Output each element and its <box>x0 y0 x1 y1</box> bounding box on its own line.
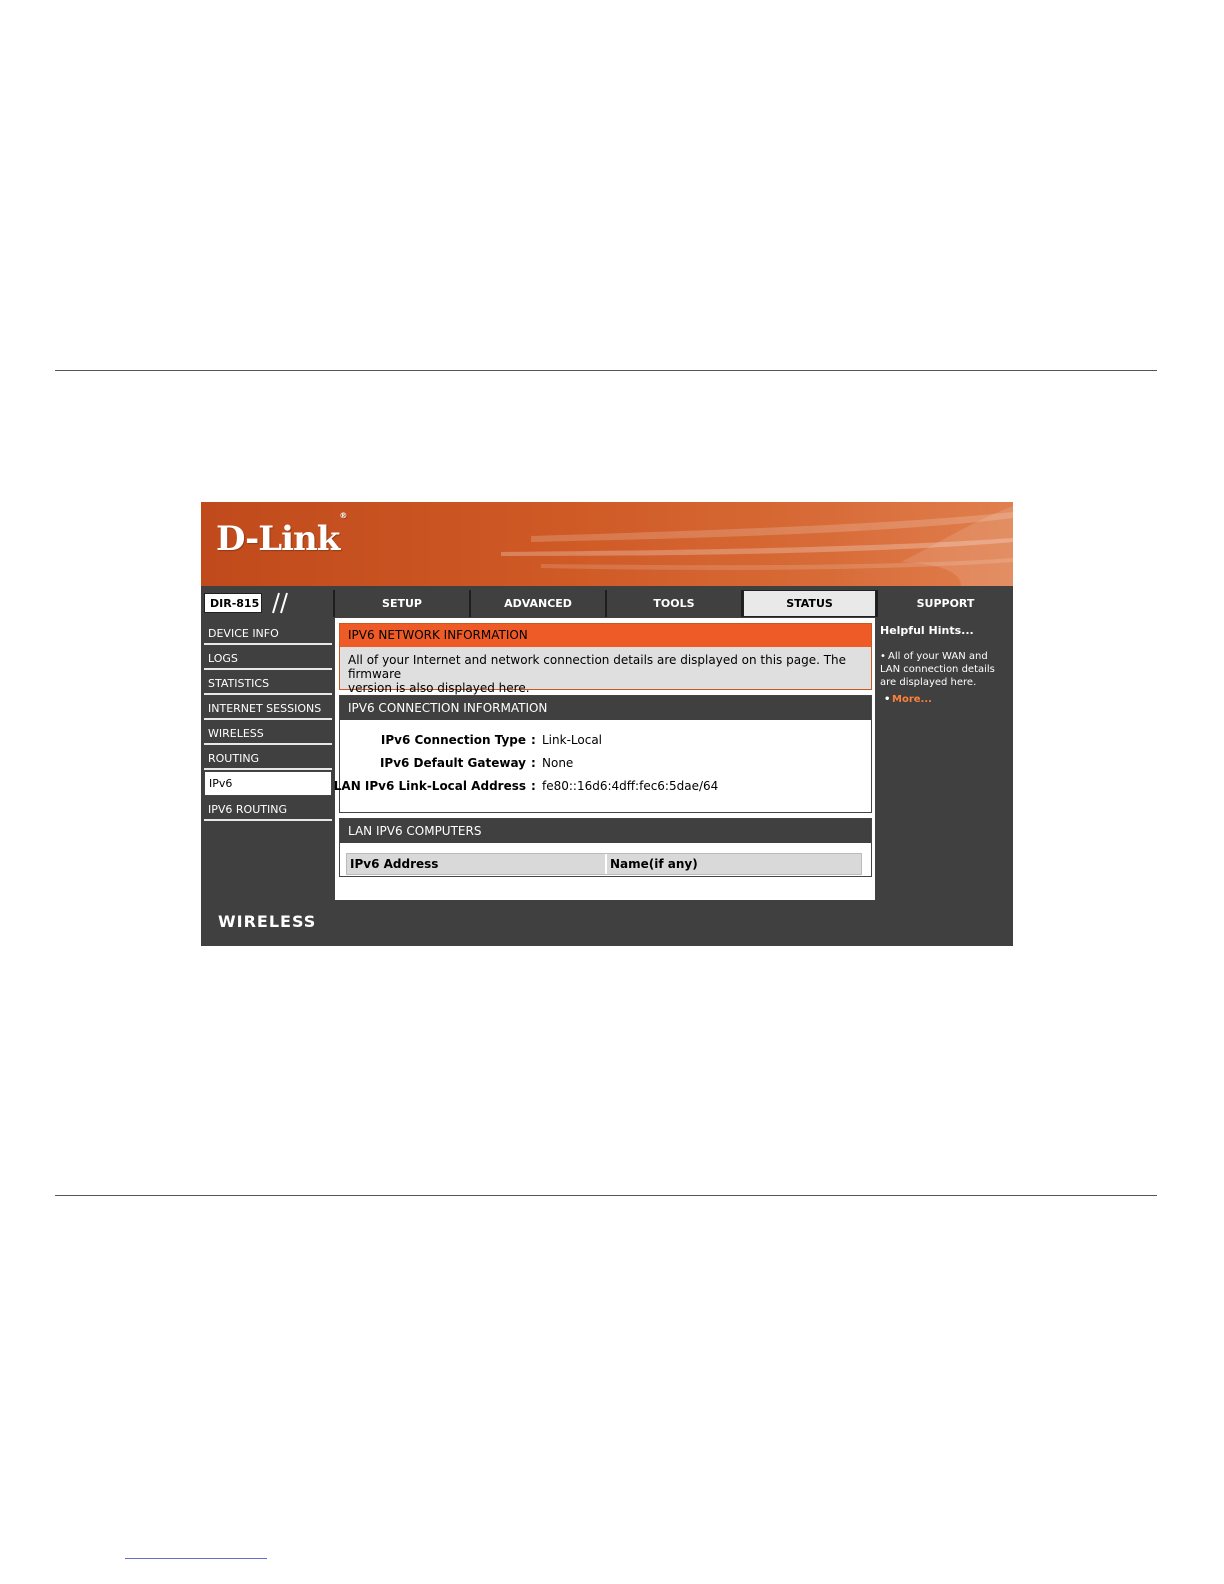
footer-bar <box>201 900 1013 946</box>
tab-status[interactable]: STATUS <box>743 590 876 617</box>
column-header-name: Name(if any) <box>610 857 698 871</box>
sidebar <box>201 618 334 900</box>
description-line: version is also displayed here. <box>348 681 530 695</box>
hint-line: All of your WAN and <box>888 651 988 662</box>
lan-computers-title: LAN IPV6 COMPUTERS <box>340 819 871 843</box>
sidebar-item-ipv6-routing[interactable]: IPV6 ROUTING <box>204 798 332 821</box>
top-nav <box>201 588 1013 618</box>
tab-tools[interactable]: TOOLS <box>607 590 741 617</box>
more-link-label: More... <box>892 694 932 705</box>
sidebar-item-logs[interactable]: LOGS <box>204 647 332 670</box>
banner <box>201 502 1013 586</box>
link-local-address-value: fe80::16d6:4dff:fec6:5dae/64 <box>542 779 719 793</box>
network-info-description <box>340 647 871 695</box>
sidebar-item-internet-sessions[interactable]: INTERNET SESSIONS <box>204 697 332 720</box>
lan-computers-panel <box>339 818 872 877</box>
router-admin-ui <box>201 502 1013 946</box>
network-info-panel <box>339 623 872 695</box>
column-header-ipv6-address: IPv6 Address <box>350 857 439 871</box>
sidebar-item-routing[interactable]: ROUTING <box>204 747 332 770</box>
bullet-icon: • <box>880 651 886 662</box>
connection-info-panel <box>333 695 872 813</box>
model-badge <box>203 590 333 616</box>
main-content <box>335 618 875 900</box>
slash-decoration-icon <box>263 591 293 615</box>
tab-advanced[interactable]: ADVANCED <box>471 590 605 617</box>
more-hints-link[interactable] <box>884 694 932 705</box>
page-rule-top <box>55 370 1157 371</box>
hints-title: Helpful Hints... <box>880 624 974 637</box>
field-row <box>333 779 526 795</box>
sidebar-item-ipv6[interactable]: IPv6 <box>204 771 332 796</box>
sidebar-item-wireless[interactable]: WIRELESS <box>204 722 332 745</box>
hint-line: are displayed here. <box>880 677 977 688</box>
link-local-address-label: LAN IPv6 Link-Local Address <box>333 779 526 793</box>
model-label: DIR-815 <box>204 593 262 613</box>
tab-setup[interactable]: SETUP <box>335 590 469 617</box>
field-row <box>340 733 526 749</box>
field-row <box>340 756 526 772</box>
description-line: All of your Internet and network connection details are displayed on this page. The firmware <box>348 653 847 681</box>
connection-info-title: IPV6 CONNECTION INFORMATION <box>340 696 871 720</box>
default-gateway-value: None <box>542 756 574 770</box>
helpful-hints <box>876 618 1013 900</box>
field-separator: : <box>531 756 536 770</box>
dlink-logo[interactable]: D-Link® <box>216 510 347 559</box>
network-info-title: IPV6 NETWORK INFORMATION <box>340 624 871 647</box>
default-gateway-label: IPv6 Default Gateway <box>379 756 526 770</box>
field-separator: : <box>531 779 536 793</box>
tab-support[interactable]: SUPPORT <box>878 590 1013 617</box>
footer-link-underline <box>125 1558 267 1559</box>
connection-type-value: Link-Local <box>542 733 603 747</box>
hint-line: LAN connection details <box>880 664 995 675</box>
bullet-icon: • <box>884 694 891 705</box>
sidebar-item-device-info[interactable]: DEVICE INFO <box>204 622 332 645</box>
field-separator: : <box>531 733 536 747</box>
sidebar-item-statistics[interactable]: STATISTICS <box>204 672 332 695</box>
page-rule-bottom <box>55 1195 1157 1196</box>
wireless-brand-label: WIRELESS <box>218 912 317 931</box>
connection-type-label: IPv6 Connection Type <box>380 733 526 747</box>
hints-text <box>880 650 1008 689</box>
table-header <box>346 853 862 875</box>
